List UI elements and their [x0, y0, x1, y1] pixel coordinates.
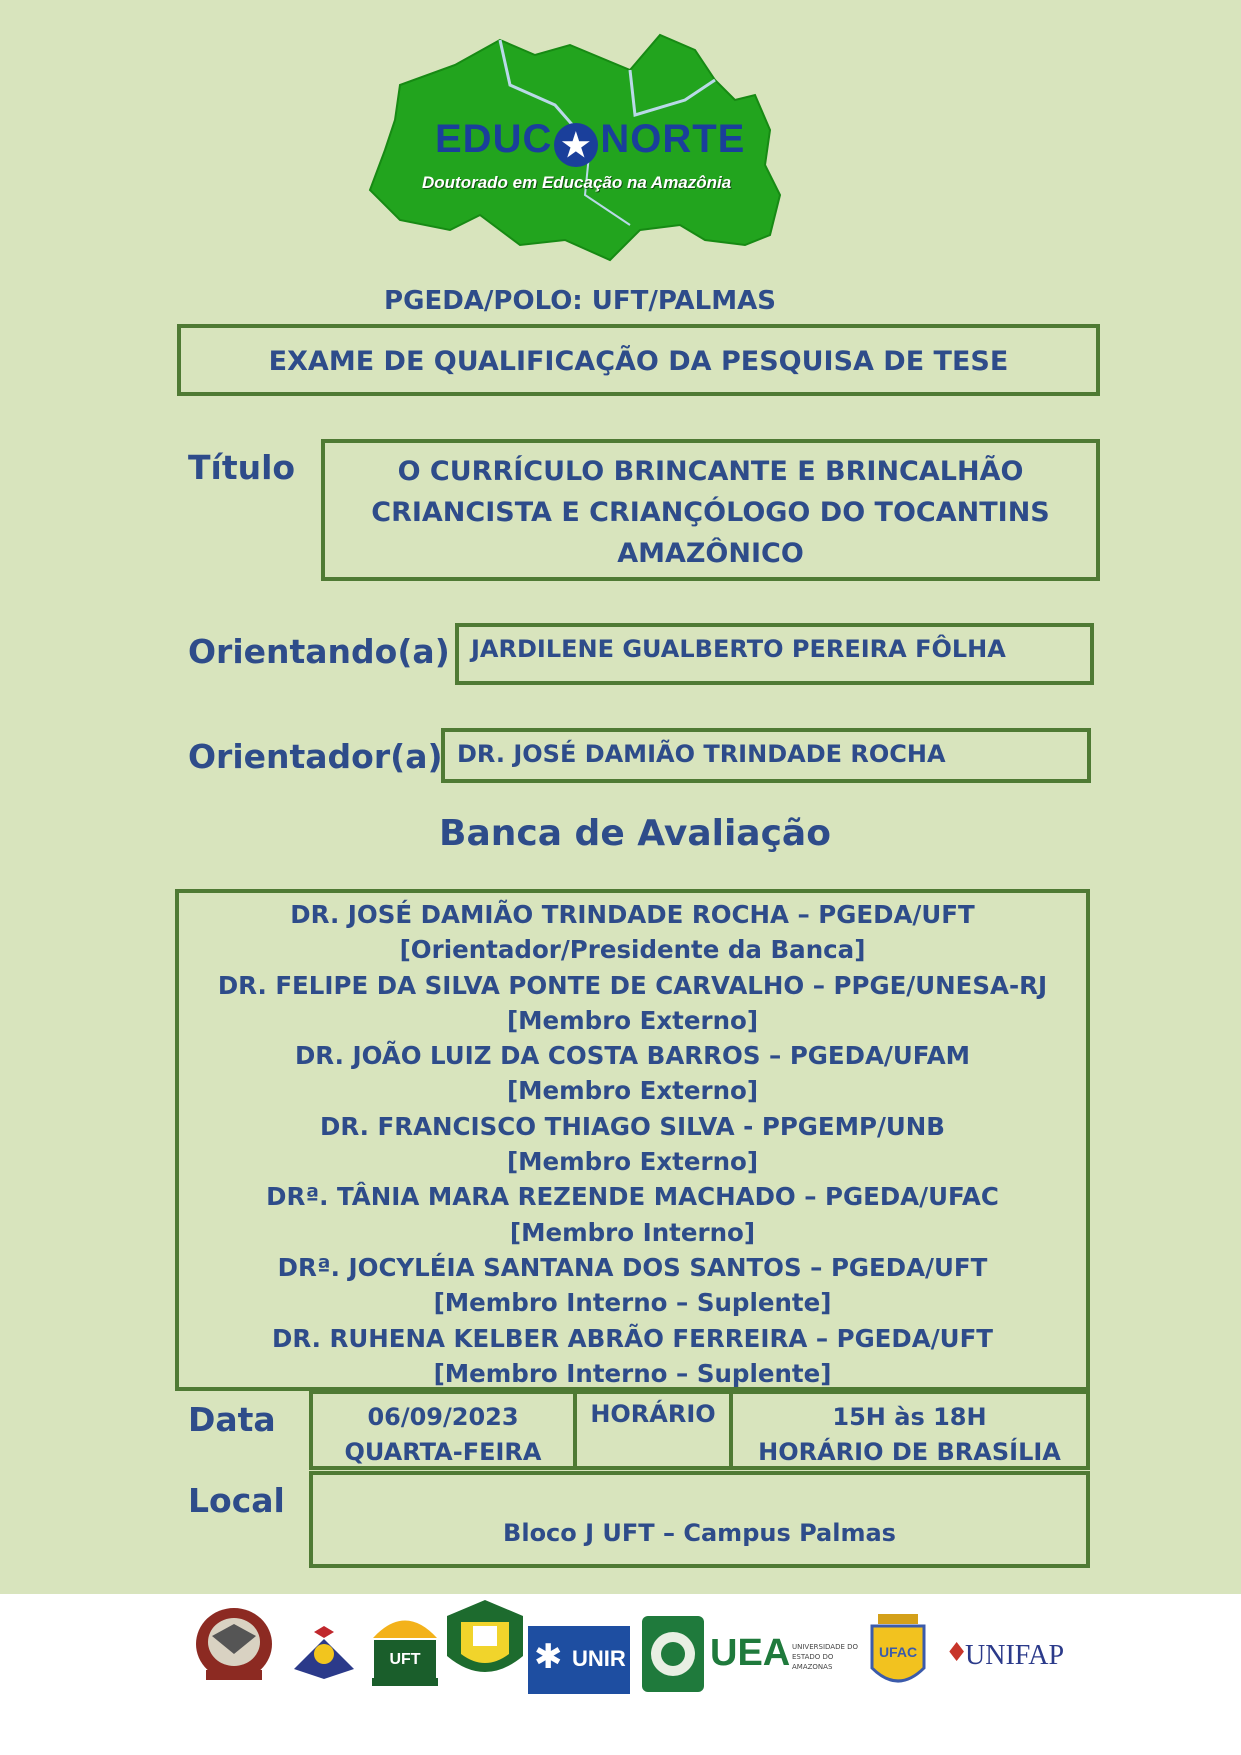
date-box [309, 1390, 577, 1470]
unir-star-icon: ✱ [534, 1637, 563, 1677]
exam-title-box [177, 324, 1100, 396]
unir-logo-text: UNIR [572, 1646, 626, 1671]
unir-logo-icon [528, 1626, 630, 1694]
orientando-label: Orientando(a) [188, 632, 450, 671]
banca-member: DR. JOSÉ DAMIÃO TRINDADE ROCHA – PGEDA/UFT [290, 900, 975, 929]
orientando-box [455, 623, 1094, 685]
banca-role: [Membro Externo] [506, 1005, 759, 1035]
banca-role: [Membro Interno – Suplente] [433, 1288, 832, 1318]
uea-logo-text: UEA [710, 1632, 791, 1674]
time-box [729, 1390, 1090, 1470]
logo-tagline: Doutorado em Educação na Amazônia [422, 173, 732, 192]
thesis-title-line: CRIANCISTA E CRIANÇÓLOGO DO TOCANTINS [371, 497, 1050, 528]
uft-logo-text: UFT [389, 1651, 421, 1668]
uft-seal-icon [368, 1608, 442, 1688]
banca-role: [Membro Interno] [509, 1217, 756, 1247]
exam-title: EXAME DE QUALIFICAÇÃO DA PESQUISA DE TESE [268, 346, 1009, 377]
thesis-title [325, 451, 1096, 574]
unifap-logo-text: UNIFAP [965, 1640, 1065, 1671]
banca-member: DR. JOÃO LUIZ DA COSTA BARROS – PGEDA/UFAM [294, 1041, 971, 1071]
banca-role: [Orientador/Presidente da Banca] [399, 935, 866, 965]
ufam-crest-icon [443, 1596, 527, 1690]
banca-role: [Membro Externo] [506, 1076, 759, 1106]
banca-member: DR. FRANCISCO THIAGO SILVA - PPGEMP/UNB [319, 1111, 945, 1141]
uea-subtitle: UNIVERSIDADE DO ESTADO DO AMAZONAS [792, 1643, 859, 1671]
orientador-box [441, 728, 1091, 783]
titulo-box [321, 439, 1100, 581]
banca-member: DR. FELIPE DA SILVA PONTE DE CARVALHO – PPGE/UNESA-RJ [217, 970, 1048, 1000]
star-icon: ★ [554, 123, 598, 167]
ufac-logo-text: UFAC [878, 1644, 918, 1660]
time-value [733, 1400, 1086, 1470]
horario-box [573, 1390, 733, 1470]
weekday: QUARTA-FEIRA [344, 1438, 542, 1466]
banca-box [175, 889, 1090, 1391]
educanorte-logo [360, 25, 830, 275]
banca-member: DRª. JOCYLÉIA SANTANA DOS SANTOS – PGEDA/UFT [277, 1252, 988, 1282]
banca-role: [Membro Interno – Suplente] [433, 1358, 832, 1388]
local-label: Local [188, 1481, 285, 1520]
unifap-torch-icon: ♦ [945, 1638, 969, 1668]
horario-label: HORÁRIO [590, 1400, 716, 1428]
local-box [309, 1471, 1090, 1568]
thesis-title-line: AMAZÔNICO [617, 538, 804, 569]
banca-heading: Banca de Avaliação [439, 813, 831, 854]
uea-seal-icon [640, 1614, 706, 1694]
thesis-title-line: O CURRÍCULO BRINCANTE E BRINCALHÃO [397, 456, 1024, 487]
banca-member: DR. RUHENA KELBER ABRÃO FERREIRA – PGEDA/UFT [271, 1323, 994, 1353]
timezone: HORÁRIO DE BRASÍLIA [758, 1438, 1061, 1466]
date: 06/09/2023 [367, 1403, 519, 1431]
date-value [313, 1400, 573, 1470]
logo-wordmark: EDUC ★ NORTE [435, 117, 745, 167]
program-subtitle: PGEDA/POLO: UFT/PALMAS [384, 286, 776, 316]
banca-member: DRª. TÂNIA MARA REZENDE MACHADO – PGEDA/UFAC [266, 1182, 999, 1212]
banca-role: [Membro Externo] [506, 1147, 759, 1177]
partner-logos-footer [0, 1594, 1241, 1755]
time: 15H às 18H [832, 1403, 987, 1431]
uea-wordmark [710, 1632, 860, 1682]
data-label: Data [188, 1400, 276, 1439]
titulo-label: Título [188, 448, 296, 487]
local-value: Bloco J UFT – Campus Palmas [503, 1519, 896, 1547]
unitins-crest-icon [292, 1624, 356, 1684]
orientador-value: DR. JOSÉ DAMIÃO TRINDADE ROCHA [457, 740, 946, 768]
banca-list [179, 897, 1086, 1391]
unifap-logo-icon [945, 1634, 1065, 1684]
orientador-label: Orientador(a) [188, 737, 443, 776]
ufac-crest-icon [868, 1612, 928, 1694]
ufpa-seal-icon [192, 1596, 276, 1686]
orientando-value: JARDILENE GUALBERTO PEREIRA FÔLHA [471, 635, 1006, 663]
